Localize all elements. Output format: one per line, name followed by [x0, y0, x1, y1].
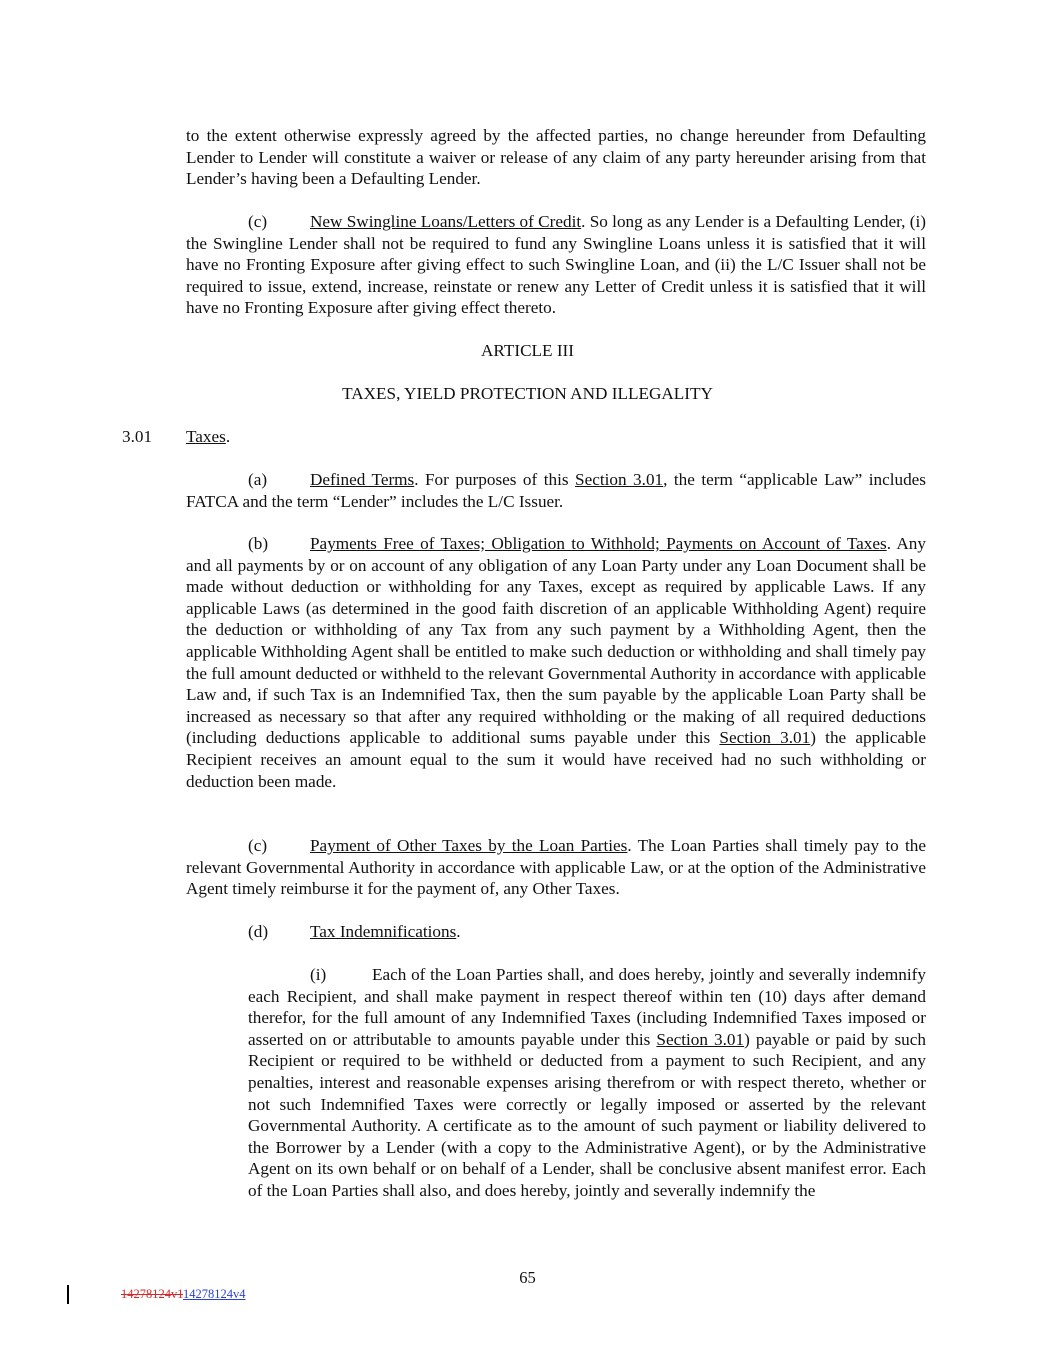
paragraph-label: (c) [248, 836, 268, 855]
section-reference: Section 3.01 [575, 470, 664, 489]
paragraph-continuation: to the extent otherwise expressly agreed by the affected parties, no change hereunder from Defaulting Lender to Lender will constitute a waiver or release of any claim of any party hereunder arising from that Lender’s having been a Defaulting Lender. [186, 126, 926, 189]
paragraph-label: (d) [248, 922, 269, 941]
paragraph-text: . The Loan Parties shall timely pay to the relevant Governmental Authority in accordance with applicable Law, or at the option of the Administrative Agent timely reimburse it for the payment of, any Other Taxes. [186, 836, 926, 899]
inserted-doc-id: 14278124v4 [183, 1287, 246, 1301]
deleted-doc-id: 14278124v1 [121, 1287, 184, 1301]
paragraph-text: . For purposes of this [414, 470, 576, 489]
paragraph-heading: Payment of Other Taxes by the Loan Parties [310, 836, 628, 855]
section-reference: Section 3.01 [656, 1029, 745, 1049]
paragraph-label: (b) [248, 534, 269, 553]
section-title-text: Taxes [186, 427, 226, 446]
paragraph-text: , the term “applicable Law” includes FATCA and the term “Lender” includes the L/C Issuer. [186, 470, 926, 511]
paragraph-text: ) payable or paid by such Recipient or required to be withheld or deducted from a payment to such Recipient, and any penalties, interest and reasonable expenses arising therefrom or with respect thereto, whether or not such Indemnified Taxes were correctly or legally imposed or asserted by the relevant Governmental Authority. A certificate as to the amount of such payment or liability delivered to the Borrower by a Lender (with a copy to the Administrative Agent), or by the Administrative Agent on its own behalf or on behalf of a Lender, shall be conclusive absent manifest error. Each of the Loan Parties shall also, and does hereby, jointly and severally indemnify the [248, 1029, 926, 1200]
section-title-period: . [225, 427, 231, 446]
paragraph-heading: New Swingline Loans/Letters of Credit [310, 212, 582, 231]
document-id-footer [121, 1287, 246, 1302]
paragraph-b-payments-free-of-taxes [186, 533, 926, 792]
paragraph-label: (i) [310, 965, 327, 984]
paragraph-d-tax-indemnifications [186, 921, 926, 943]
paragraph-text: . Any and all payments by or on account of any obligation of any Loan Party under any Loan Document shall be made without deduction or withholding for any Taxes, except as required by applicable Laws. If any applicable Laws (as determined in the good faith discretion of an applicable Withholding Agent) require the deduction or withholding of any Tax from any such payment by a Withholding Agent, then the applicable Withholding Agent shall be entitled to make such deduction or withholding and shall timely pay the full amount deducted or withheld to the relevant Governmental Authority in accordance with applicable Law and, if such Tax is an Indemnified Tax, then the sum payable by the applicable Loan Party shall be increased as necessary so that after any required withholding or the making of all required deductions (including deductions applicable to additional sums payable under this [186, 534, 926, 748]
paragraph-heading: Tax Indemnifications [310, 922, 457, 941]
paragraph-text: . So long as any Lender is a Defaulting Lender, (i) the Swingline Lender shall not be required to fund any Swingline Loans unless it is satisfied that it will have no Fronting Exposure after giving effect to such Swingline Loan, and (ii) the L/C Issuer shall not be required to issue, extend, increase, reinstate or renew any Letter of Credit unless it is satisfied that it will have no Fronting Exposure after giving effect thereto. [186, 212, 926, 318]
paragraph-text: ) the applicable Recipient receives an amount equal to the sum it would have received had no such withholding or deduction been made. [186, 728, 926, 791]
paragraph-label: (a) [248, 470, 268, 489]
section-title [186, 426, 230, 448]
article-number: ARTICLE III [481, 341, 574, 360]
section-reference: Section 3.01 [719, 728, 811, 748]
paragraph-heading: Defined Terms [310, 470, 415, 489]
page-number: 65 [519, 1268, 536, 1287]
change-bar [67, 1285, 69, 1304]
subparagraph-d-i [248, 964, 926, 1202]
paragraph-label: (c) [248, 212, 268, 231]
paragraph-heading-period: . [456, 922, 461, 941]
paragraph-c-new-swingline [186, 211, 926, 319]
section-number: 3.01 [122, 427, 153, 446]
article-title: TAXES, YIELD PROTECTION AND ILLEGALITY [342, 384, 713, 403]
paragraph-heading: Payments Free of Taxes; Obligation to Withhold; Payments on Account of Taxes [310, 534, 887, 553]
paragraph-c-other-taxes [186, 835, 926, 900]
paragraph-a-defined-terms [186, 469, 926, 512]
paragraph-text: Each of the Loan Parties shall, and does hereby, jointly and severally indemnify each Recipient, and shall make payment in respect thereof within ten (10) days after demand therefor, for the full amount of any Indemnified Taxes (including Indemnified Taxes imposed or asserted on or attributable to amounts payable under this [248, 965, 926, 1049]
